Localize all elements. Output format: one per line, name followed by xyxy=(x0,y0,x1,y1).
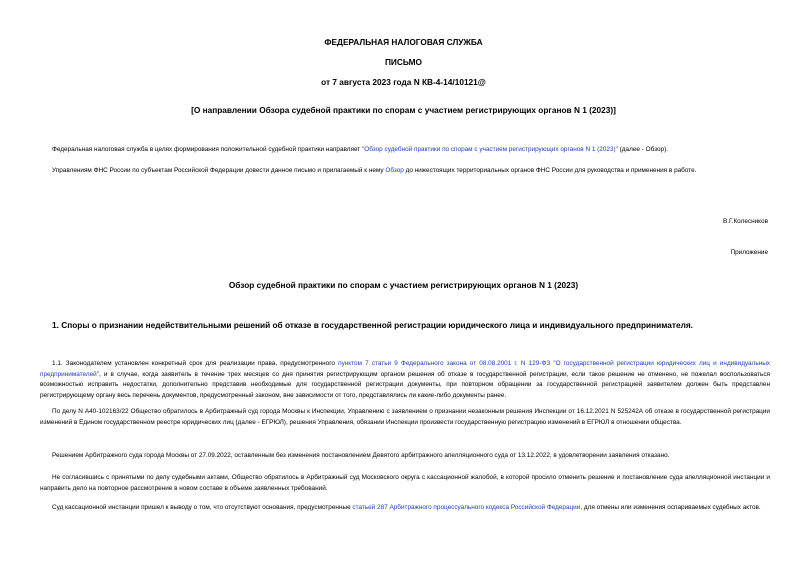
p2-text-before: Управлениям ФНС России по субъектам Российской Федерации довести данное письмо и прилагаемый к нему xyxy=(52,167,386,174)
p1-text-before: Федеральная налоговая служба в целях формирования положительной судебной практики направляет xyxy=(52,146,363,153)
review-link[interactable]: "Обзор судебной практики по спорам с участием регистрирующих органов N 1 (2023)" xyxy=(362,146,618,153)
letter-paragraph-2 xyxy=(40,166,770,177)
p1-text-after: (далее - Обзор). xyxy=(617,146,668,153)
review-title: Обзор судебной практики по спорам с участием регистрирующих органов N 1 (2023) xyxy=(228,280,579,290)
paragraph-cassation xyxy=(40,503,770,514)
attachment-label: Приложение xyxy=(730,249,768,256)
paragraph-case: По делу N А40-102163/22 Общество обратилось в Арбитражный суд города Москвы к Инспекции, Управлению с заявлением о признании незаконным решения Инспекции от 16.12.2021 N 525242А об отказе в государственной регистрации изменений в Едином государственном реестре юридических лиц (далее - ЕГРЮЛ), решения Управления, обязании Инспекции произвести государственную регистрацию изменений в ЕГРЮЛ в отношении общества. xyxy=(40,408,770,426)
doc-type: ПИСЬМО xyxy=(384,57,423,67)
agency-title: ФЕДЕРАЛЬНАЯ НАЛОГОВАЯ СЛУЖБА xyxy=(324,37,483,47)
letter-paragraph-1 xyxy=(40,145,770,156)
review-link-short[interactable]: Обзор xyxy=(385,167,404,174)
p11-text-before: 1.1. Законодателем установлен конкретный срок для реализации права, предусмотренного xyxy=(52,360,339,367)
p2-text-after: до нижестоящих территориальных органов ФНС России для руководства и применения в работе. xyxy=(403,167,697,174)
doc-date-number: от 7 августа 2023 года N КВ-4-14/10121@ xyxy=(321,77,486,87)
p11-text-after: , и в случае, когда заявитель в течение трех месяцев со дня принятия регистрирующим органом решения об отказе в государственной регистрации, если такое решение не отменено, не пожелал воспользоваться возможностью исправить недостатки, дополнительно представив необходимые для государственной регистрации документы, при повторном обращении за государственной регистрацией заявителем должен быть представлен регистрирующему органу весь перечень документов, предусмотренный законом, вне зависимости от того, представлялись ли какие-либо документы ранее. xyxy=(40,370,770,399)
section-1-heading: 1. Споры о признании недействительными решений об отказе в государственной регистрации юридического лица и индивидуального предпринимателя. xyxy=(52,320,693,330)
cass-text-after: , для отмены или изменения оспариваемых судебных актов. xyxy=(580,504,761,511)
paragraph-1-1 xyxy=(40,359,770,401)
apk-287-link[interactable]: статьей 287 Арбитражного процессуального кодекса Российской Федерации xyxy=(352,504,581,511)
signature: В.Г.Колесников xyxy=(722,218,768,225)
cass-text-before: Суд кассационной инстанции пришел к выводу о том, что отсутствуют основания, предусмотренные xyxy=(52,504,353,511)
paragraph-appeal: Не согласившись с принятыми по делу судебными актами, Общество обратилось в Арбитражный суд Московского округа с кассационной жалобой, в которой просило отменить решение и постановление суда апелляционной инстанции и направить дело на повторное рассмотрение в новом составе в объеме заявленных требований. xyxy=(40,474,770,492)
doc-subject: [О направлении Обзора судебной практики по спорам с участием регистрирующих органов N 1 (2023)] xyxy=(191,105,616,115)
paragraph-decision: Решением Арбитражного суда города Москвы от 27.09.2022, оставленным без изменения постановлением Девятого арбитражного апелляционного суда от 13.12.2022, в удовлетворении заявления отказано. xyxy=(52,452,670,459)
law-129fz-link[interactable]: пунктом 7 статьи 9 Федерального закона от 08.08.2001 г. N 129-ФЗ "О государственной регистрации юридических лиц и индивидуальных предпринимателей" xyxy=(40,360,770,378)
